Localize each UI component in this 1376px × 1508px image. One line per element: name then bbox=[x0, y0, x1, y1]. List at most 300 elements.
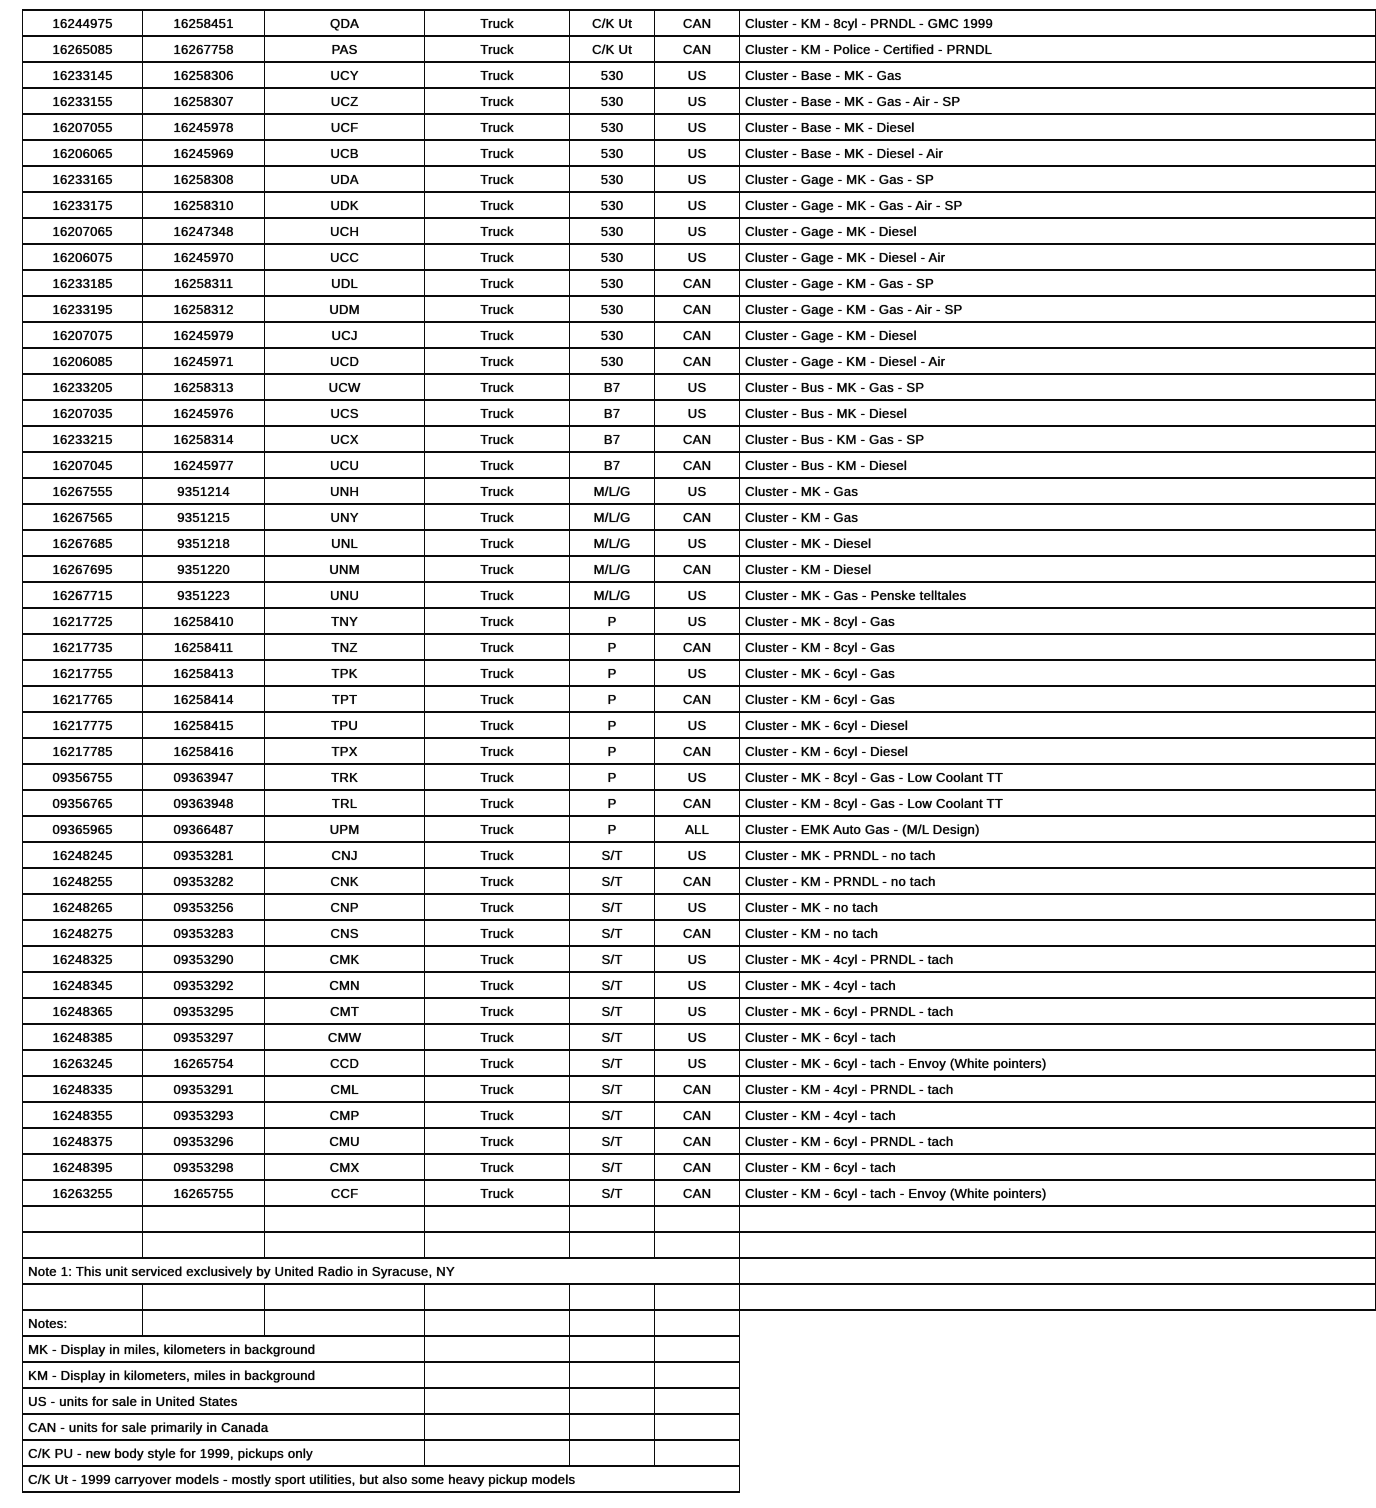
part-number-2-cell: 09363947 bbox=[143, 764, 265, 790]
empty-cell bbox=[425, 1310, 570, 1336]
empty-cell bbox=[740, 1336, 1376, 1362]
part-number-1-cell: 16248375 bbox=[23, 1128, 143, 1154]
part-number-1-cell: 16248365 bbox=[23, 998, 143, 1024]
description-cell: Cluster - Gage - KM - Gas - Air - SP bbox=[740, 296, 1376, 322]
parts-cross-reference-table bbox=[22, 9, 1376, 1493]
code-cell: CMT bbox=[265, 998, 425, 1024]
part-number-2-cell: 9351220 bbox=[143, 556, 265, 582]
empty-cell bbox=[425, 1232, 570, 1258]
part-number-2-cell: 16258413 bbox=[143, 660, 265, 686]
market-cell: US bbox=[655, 998, 740, 1024]
empty-cell bbox=[570, 1284, 655, 1310]
empty-cell bbox=[570, 1232, 655, 1258]
empty-cell bbox=[265, 1232, 425, 1258]
vehicle-type-cell: Truck bbox=[425, 244, 570, 270]
code-cell: UDK bbox=[265, 192, 425, 218]
vehicle-type-cell: Truck bbox=[425, 556, 570, 582]
code-cell: PAS bbox=[265, 36, 425, 62]
empty-cell bbox=[425, 1284, 570, 1310]
platform-cell: S/T bbox=[570, 1154, 655, 1180]
code-cell: UNY bbox=[265, 504, 425, 530]
market-cell: US bbox=[655, 582, 740, 608]
parts-row bbox=[23, 452, 1376, 478]
part-number-1-cell: 09356755 bbox=[23, 764, 143, 790]
part-number-2-cell: 09366487 bbox=[143, 816, 265, 842]
market-cell: US bbox=[655, 894, 740, 920]
empty-cell bbox=[570, 1362, 655, 1388]
description-cell: Cluster - MK - 4cyl - PRNDL - tach bbox=[740, 946, 1376, 972]
description-cell: Cluster - MK - 4cyl - tach bbox=[740, 972, 1376, 998]
part-number-2-cell: 16258451 bbox=[143, 10, 265, 36]
parts-row bbox=[23, 1076, 1376, 1102]
code-cell: TPK bbox=[265, 660, 425, 686]
part-number-1-cell: 16233215 bbox=[23, 426, 143, 452]
parts-row bbox=[23, 920, 1376, 946]
description-cell: Cluster - KM - 6cyl - Diesel bbox=[740, 738, 1376, 764]
part-number-1-cell: 16267565 bbox=[23, 504, 143, 530]
description-cell: Cluster - KM - PRNDL - no tach bbox=[740, 868, 1376, 894]
part-number-2-cell: 16245970 bbox=[143, 244, 265, 270]
part-number-1-cell: 16207075 bbox=[23, 322, 143, 348]
part-number-2-cell: 16258415 bbox=[143, 712, 265, 738]
vehicle-type-cell: Truck bbox=[425, 478, 570, 504]
part-number-1-cell: 16217775 bbox=[23, 712, 143, 738]
code-cell: TPX bbox=[265, 738, 425, 764]
parts-row bbox=[23, 348, 1376, 374]
market-cell: CAN bbox=[655, 452, 740, 478]
code-cell: CNJ bbox=[265, 842, 425, 868]
part-number-1-cell: 16267555 bbox=[23, 478, 143, 504]
market-cell: US bbox=[655, 140, 740, 166]
parts-row bbox=[23, 582, 1376, 608]
code-cell: TPU bbox=[265, 712, 425, 738]
part-number-2-cell: 16245969 bbox=[143, 140, 265, 166]
part-number-2-cell: 9351214 bbox=[143, 478, 265, 504]
part-number-1-cell: 16265085 bbox=[23, 36, 143, 62]
vehicle-type-cell: Truck bbox=[425, 1050, 570, 1076]
market-cell: US bbox=[655, 1050, 740, 1076]
code-cell: UCX bbox=[265, 426, 425, 452]
market-cell: US bbox=[655, 400, 740, 426]
code-cell: UDM bbox=[265, 296, 425, 322]
empty-cell bbox=[655, 1206, 740, 1232]
part-number-1-cell: 16267695 bbox=[23, 556, 143, 582]
market-cell: US bbox=[655, 712, 740, 738]
description-cell: Cluster - KM - Diesel bbox=[740, 556, 1376, 582]
parts-row bbox=[23, 504, 1376, 530]
platform-cell: P bbox=[570, 608, 655, 634]
code-cell: UCC bbox=[265, 244, 425, 270]
parts-row bbox=[23, 1154, 1376, 1180]
empty-cell bbox=[570, 1440, 655, 1466]
part-number-2-cell: 16258313 bbox=[143, 374, 265, 400]
part-number-1-cell: 16233185 bbox=[23, 270, 143, 296]
note-definition-row bbox=[23, 1466, 1376, 1492]
description-cell: Cluster - MK - 6cyl - tach bbox=[740, 1024, 1376, 1050]
part-number-1-cell: 16248345 bbox=[23, 972, 143, 998]
code-cell: CNK bbox=[265, 868, 425, 894]
vehicle-type-cell: Truck bbox=[425, 1076, 570, 1102]
market-cell: US bbox=[655, 192, 740, 218]
description-cell: Cluster - Bus - KM - Gas - SP bbox=[740, 426, 1376, 452]
part-number-1-cell: 16248255 bbox=[23, 868, 143, 894]
part-number-1-cell: 16248325 bbox=[23, 946, 143, 972]
empty-row bbox=[23, 1206, 1376, 1232]
market-cell: CAN bbox=[655, 348, 740, 374]
code-cell: UCU bbox=[265, 452, 425, 478]
part-number-1-cell: 16207055 bbox=[23, 114, 143, 140]
empty-cell bbox=[143, 1310, 265, 1336]
parts-row bbox=[23, 88, 1376, 114]
platform-cell: 530 bbox=[570, 192, 655, 218]
parts-row bbox=[23, 244, 1376, 270]
description-cell: Cluster - MK - no tach bbox=[740, 894, 1376, 920]
part-number-2-cell: 09353296 bbox=[143, 1128, 265, 1154]
empty-cell bbox=[740, 1440, 1376, 1466]
market-cell: US bbox=[655, 660, 740, 686]
code-cell: UNM bbox=[265, 556, 425, 582]
parts-row bbox=[23, 114, 1376, 140]
empty-cell bbox=[655, 1362, 740, 1388]
description-cell: Cluster - Gage - MK - Diesel bbox=[740, 218, 1376, 244]
description-cell: Cluster - Base - MK - Gas bbox=[740, 62, 1376, 88]
platform-cell: B7 bbox=[570, 374, 655, 400]
platform-cell: S/T bbox=[570, 998, 655, 1024]
empty-cell bbox=[655, 1336, 740, 1362]
description-cell: Cluster - KM - 4cyl - tach bbox=[740, 1102, 1376, 1128]
part-number-2-cell: 16258410 bbox=[143, 608, 265, 634]
parts-row bbox=[23, 36, 1376, 62]
description-cell: Cluster - Gage - MK - Diesel - Air bbox=[740, 244, 1376, 270]
vehicle-type-cell: Truck bbox=[425, 1154, 570, 1180]
part-number-2-cell: 16247348 bbox=[143, 218, 265, 244]
empty-row bbox=[23, 1284, 1376, 1310]
parts-row bbox=[23, 894, 1376, 920]
market-cell: US bbox=[655, 374, 740, 400]
vehicle-type-cell: Truck bbox=[425, 1180, 570, 1206]
parts-row bbox=[23, 478, 1376, 504]
platform-cell: C/K Ut bbox=[570, 36, 655, 62]
platform-cell: M/L/G bbox=[570, 478, 655, 504]
platform-cell: 530 bbox=[570, 270, 655, 296]
parts-row bbox=[23, 192, 1376, 218]
platform-cell: S/T bbox=[570, 946, 655, 972]
part-number-2-cell: 09353290 bbox=[143, 946, 265, 972]
platform-cell: M/L/G bbox=[570, 530, 655, 556]
notes-label-row bbox=[23, 1310, 1376, 1336]
part-number-2-cell: 16258308 bbox=[143, 166, 265, 192]
part-number-2-cell: 09353281 bbox=[143, 842, 265, 868]
platform-cell: 530 bbox=[570, 88, 655, 114]
note1-text: Note 1: This unit serviced exclusively by United Radio in Syracuse, NY bbox=[23, 1258, 740, 1284]
part-number-2-cell: 16245976 bbox=[143, 400, 265, 426]
vehicle-type-cell: Truck bbox=[425, 868, 570, 894]
empty-cell bbox=[570, 1310, 655, 1336]
platform-cell: P bbox=[570, 764, 655, 790]
vehicle-type-cell: Truck bbox=[425, 400, 570, 426]
part-number-2-cell: 16258314 bbox=[143, 426, 265, 452]
vehicle-type-cell: Truck bbox=[425, 10, 570, 36]
vehicle-type-cell: Truck bbox=[425, 738, 570, 764]
description-cell: Cluster - KM - 6cyl - Gas bbox=[740, 686, 1376, 712]
empty-cell bbox=[425, 1414, 570, 1440]
note-definition-row bbox=[23, 1414, 1376, 1440]
note1-row bbox=[23, 1258, 1376, 1284]
platform-cell: P bbox=[570, 816, 655, 842]
part-number-2-cell: 09353298 bbox=[143, 1154, 265, 1180]
code-cell: TNY bbox=[265, 608, 425, 634]
part-number-2-cell: 9351218 bbox=[143, 530, 265, 556]
description-cell: Cluster - Base - MK - Diesel bbox=[740, 114, 1376, 140]
part-number-2-cell: 16258414 bbox=[143, 686, 265, 712]
parts-row bbox=[23, 140, 1376, 166]
parts-row bbox=[23, 400, 1376, 426]
part-number-1-cell: 16267685 bbox=[23, 530, 143, 556]
empty-cell bbox=[23, 1206, 143, 1232]
part-number-2-cell: 16258310 bbox=[143, 192, 265, 218]
parts-row bbox=[23, 426, 1376, 452]
code-cell: CMP bbox=[265, 1102, 425, 1128]
market-cell: US bbox=[655, 1024, 740, 1050]
description-cell: Cluster - Bus - MK - Gas - SP bbox=[740, 374, 1376, 400]
market-cell: US bbox=[655, 530, 740, 556]
parts-row bbox=[23, 946, 1376, 972]
note-definition-row bbox=[23, 1440, 1376, 1466]
platform-cell: B7 bbox=[570, 400, 655, 426]
parts-row bbox=[23, 660, 1376, 686]
code-cell: CNP bbox=[265, 894, 425, 920]
parts-row bbox=[23, 712, 1376, 738]
market-cell: CAN bbox=[655, 426, 740, 452]
market-cell: CAN bbox=[655, 504, 740, 530]
market-cell: CAN bbox=[655, 634, 740, 660]
description-cell: Cluster - KM - 6cyl - tach bbox=[740, 1154, 1376, 1180]
part-number-2-cell: 16245977 bbox=[143, 452, 265, 478]
empty-cell bbox=[655, 1310, 740, 1336]
platform-cell: S/T bbox=[570, 868, 655, 894]
description-cell: Cluster - KM - Gas bbox=[740, 504, 1376, 530]
part-number-1-cell: 16217785 bbox=[23, 738, 143, 764]
part-number-1-cell: 16248385 bbox=[23, 1024, 143, 1050]
part-number-1-cell: 16248395 bbox=[23, 1154, 143, 1180]
vehicle-type-cell: Truck bbox=[425, 660, 570, 686]
parts-row bbox=[23, 764, 1376, 790]
part-number-2-cell: 16258411 bbox=[143, 634, 265, 660]
note-definition: C/K PU - new body style for 1999, pickups only bbox=[23, 1440, 425, 1466]
vehicle-type-cell: Truck bbox=[425, 504, 570, 530]
market-cell: US bbox=[655, 946, 740, 972]
platform-cell: P bbox=[570, 660, 655, 686]
market-cell: US bbox=[655, 62, 740, 88]
vehicle-type-cell: Truck bbox=[425, 842, 570, 868]
description-cell: Cluster - MK - 8cyl - Gas - Low Coolant TT bbox=[740, 764, 1376, 790]
code-cell: UCD bbox=[265, 348, 425, 374]
market-cell: CAN bbox=[655, 686, 740, 712]
empty-cell bbox=[740, 1388, 1376, 1414]
market-cell: CAN bbox=[655, 322, 740, 348]
vehicle-type-cell: Truck bbox=[425, 192, 570, 218]
parts-row bbox=[23, 10, 1376, 36]
description-cell: Cluster - Gage - KM - Diesel bbox=[740, 322, 1376, 348]
vehicle-type-cell: Truck bbox=[425, 296, 570, 322]
vehicle-type-cell: Truck bbox=[425, 530, 570, 556]
part-number-2-cell: 16245979 bbox=[143, 322, 265, 348]
platform-cell: P bbox=[570, 634, 655, 660]
part-number-2-cell: 09353291 bbox=[143, 1076, 265, 1102]
description-cell: Cluster - Base - MK - Diesel - Air bbox=[740, 140, 1376, 166]
code-cell: CMK bbox=[265, 946, 425, 972]
empty-cell bbox=[655, 1414, 740, 1440]
code-cell: TRK bbox=[265, 764, 425, 790]
description-cell: Cluster - KM - 4cyl - PRNDL - tach bbox=[740, 1076, 1376, 1102]
platform-cell: M/L/G bbox=[570, 556, 655, 582]
market-cell: US bbox=[655, 166, 740, 192]
code-cell: TRL bbox=[265, 790, 425, 816]
vehicle-type-cell: Truck bbox=[425, 764, 570, 790]
market-cell: ALL bbox=[655, 816, 740, 842]
description-cell: Cluster - MK - Diesel bbox=[740, 530, 1376, 556]
vehicle-type-cell: Truck bbox=[425, 218, 570, 244]
empty-cell bbox=[740, 1206, 1376, 1232]
market-cell: CAN bbox=[655, 738, 740, 764]
empty-cell bbox=[740, 1310, 1376, 1336]
empty-cell bbox=[425, 1388, 570, 1414]
part-number-2-cell: 9351215 bbox=[143, 504, 265, 530]
empty-cell bbox=[740, 1284, 1376, 1310]
platform-cell: 530 bbox=[570, 62, 655, 88]
platform-cell: M/L/G bbox=[570, 504, 655, 530]
market-cell: US bbox=[655, 88, 740, 114]
part-number-2-cell: 16258307 bbox=[143, 88, 265, 114]
code-cell: UCF bbox=[265, 114, 425, 140]
note-definition-row bbox=[23, 1388, 1376, 1414]
market-cell: CAN bbox=[655, 1128, 740, 1154]
part-number-1-cell: 16217755 bbox=[23, 660, 143, 686]
description-cell: Cluster - MK - Gas bbox=[740, 478, 1376, 504]
parts-row bbox=[23, 608, 1376, 634]
platform-cell: P bbox=[570, 790, 655, 816]
parts-row bbox=[23, 1102, 1376, 1128]
parts-row bbox=[23, 790, 1376, 816]
parts-row bbox=[23, 972, 1376, 998]
vehicle-type-cell: Truck bbox=[425, 790, 570, 816]
description-cell: Cluster - MK - PRNDL - no tach bbox=[740, 842, 1376, 868]
market-cell: CAN bbox=[655, 296, 740, 322]
empty-cell bbox=[740, 1362, 1376, 1388]
part-number-1-cell: 16207045 bbox=[23, 452, 143, 478]
platform-cell: S/T bbox=[570, 1024, 655, 1050]
part-number-2-cell: 16258311 bbox=[143, 270, 265, 296]
code-cell: QDA bbox=[265, 10, 425, 36]
part-number-1-cell: 16217765 bbox=[23, 686, 143, 712]
code-cell: UCW bbox=[265, 374, 425, 400]
part-number-2-cell: 9351223 bbox=[143, 582, 265, 608]
vehicle-type-cell: Truck bbox=[425, 634, 570, 660]
platform-cell: 530 bbox=[570, 244, 655, 270]
code-cell: CMW bbox=[265, 1024, 425, 1050]
vehicle-type-cell: Truck bbox=[425, 36, 570, 62]
empty-cell bbox=[740, 1414, 1376, 1440]
description-cell: Cluster - MK - 6cyl - tach - Envoy (White pointers) bbox=[740, 1050, 1376, 1076]
description-cell: Cluster - Gage - MK - Gas - SP bbox=[740, 166, 1376, 192]
part-number-1-cell: 16248245 bbox=[23, 842, 143, 868]
platform-cell: S/T bbox=[570, 1076, 655, 1102]
code-cell: UNU bbox=[265, 582, 425, 608]
vehicle-type-cell: Truck bbox=[425, 374, 570, 400]
code-cell: CMX bbox=[265, 1154, 425, 1180]
parts-row bbox=[23, 1128, 1376, 1154]
vehicle-type-cell: Truck bbox=[425, 62, 570, 88]
parts-row bbox=[23, 1024, 1376, 1050]
parts-row bbox=[23, 322, 1376, 348]
platform-cell: M/L/G bbox=[570, 582, 655, 608]
platform-cell: S/T bbox=[570, 842, 655, 868]
platform-cell: 530 bbox=[570, 114, 655, 140]
parts-row bbox=[23, 868, 1376, 894]
part-number-1-cell: 16233145 bbox=[23, 62, 143, 88]
empty-cell bbox=[740, 1258, 1376, 1284]
part-number-1-cell: 16217725 bbox=[23, 608, 143, 634]
part-number-1-cell: 16217735 bbox=[23, 634, 143, 660]
description-cell: Cluster - Gage - KM - Diesel - Air bbox=[740, 348, 1376, 374]
empty-cell bbox=[425, 1362, 570, 1388]
parts-row bbox=[23, 1050, 1376, 1076]
part-number-2-cell: 16245978 bbox=[143, 114, 265, 140]
description-cell: Cluster - KM - 6cyl - PRNDL - tach bbox=[740, 1128, 1376, 1154]
market-cell: US bbox=[655, 114, 740, 140]
part-number-1-cell: 09365965 bbox=[23, 816, 143, 842]
market-cell: US bbox=[655, 608, 740, 634]
note-definition: MK - Display in miles, kilometers in background bbox=[23, 1336, 425, 1362]
part-number-1-cell: 16263245 bbox=[23, 1050, 143, 1076]
platform-cell: S/T bbox=[570, 972, 655, 998]
part-number-2-cell: 09353292 bbox=[143, 972, 265, 998]
vehicle-type-cell: Truck bbox=[425, 114, 570, 140]
part-number-2-cell: 16258306 bbox=[143, 62, 265, 88]
parts-row bbox=[23, 634, 1376, 660]
code-cell: UCZ bbox=[265, 88, 425, 114]
market-cell: US bbox=[655, 764, 740, 790]
market-cell: CAN bbox=[655, 1180, 740, 1206]
vehicle-type-cell: Truck bbox=[425, 452, 570, 478]
empty-cell bbox=[425, 1440, 570, 1466]
platform-cell: 530 bbox=[570, 296, 655, 322]
note-definition: C/K Ut - 1999 carryover models - mostly sport utilities, but also some heavy pickup models bbox=[23, 1466, 740, 1492]
part-number-1-cell: 16206065 bbox=[23, 140, 143, 166]
part-number-1-cell: 16233175 bbox=[23, 192, 143, 218]
empty-cell bbox=[143, 1232, 265, 1258]
description-cell: Cluster - MK - 8cyl - Gas bbox=[740, 608, 1376, 634]
part-number-2-cell: 09353282 bbox=[143, 868, 265, 894]
empty-cell bbox=[143, 1206, 265, 1232]
parts-row bbox=[23, 738, 1376, 764]
parts-row bbox=[23, 1180, 1376, 1206]
empty-cell bbox=[570, 1388, 655, 1414]
parts-row bbox=[23, 296, 1376, 322]
platform-cell: 530 bbox=[570, 140, 655, 166]
code-cell: UCY bbox=[265, 62, 425, 88]
code-cell: CCD bbox=[265, 1050, 425, 1076]
market-cell: CAN bbox=[655, 1076, 740, 1102]
vehicle-type-cell: Truck bbox=[425, 1024, 570, 1050]
market-cell: US bbox=[655, 842, 740, 868]
code-cell: UNH bbox=[265, 478, 425, 504]
notes-label: Notes: bbox=[23, 1310, 143, 1336]
empty-cell bbox=[655, 1232, 740, 1258]
market-cell: US bbox=[655, 478, 740, 504]
parts-row bbox=[23, 218, 1376, 244]
note-definition: KM - Display in kilometers, miles in background bbox=[23, 1362, 425, 1388]
